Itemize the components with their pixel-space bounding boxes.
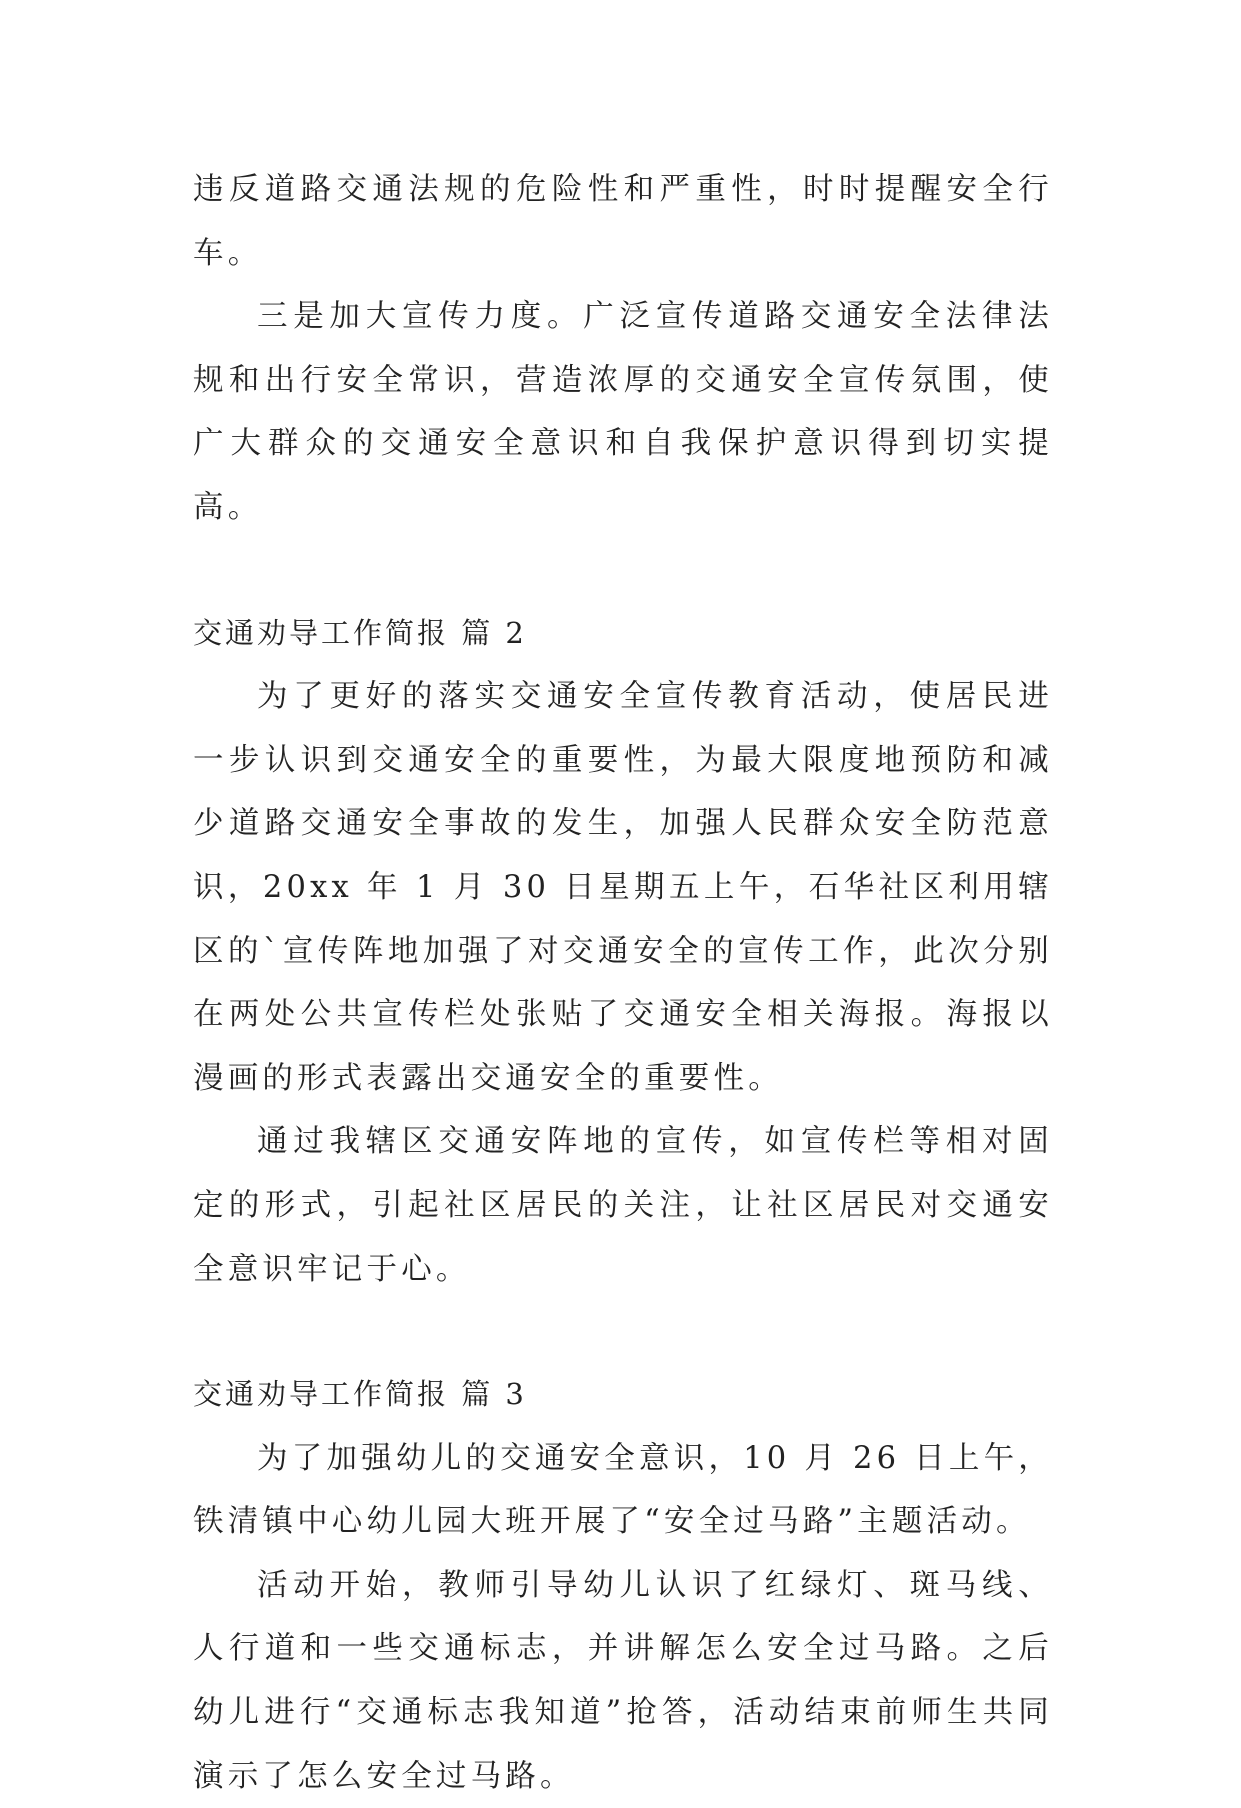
section-spacer <box>193 1301 1053 1363</box>
section-3-paragraph-2: 活动开始，教师引导幼儿认识了红绿灯、斑马线、人行道和一些交通标志，并讲解怎么安全过马路。之后幼儿进行“交通标志我知道”抢答，活动结束前师生共同演示了怎么安全过马路。 <box>193 1567 1053 1794</box>
section-2-paragraph-2: 通过我辖区交通安阵地的宣传，如宣传栏等相对固定的形式，引起社区居民的关注，让社区居民对交通安全意识牢记于心。 <box>193 1124 1053 1287</box>
section-3-paragraph-1: 为了加强幼儿的交通安全意识，10 月 26 日上午，铁清镇中心幼儿园大班开展了“安全过马路”主题活动。 <box>193 1440 1053 1540</box>
paragraph-continuation: 违反道路交通法规的危险性和严重性，时时提醒安全行车。 <box>193 172 1053 271</box>
document-body <box>193 158 1053 1808</box>
section-heading-2: 交通劝导工作简报 篇 2 <box>193 615 527 650</box>
section-heading-3: 交通劝导工作简报 篇 3 <box>193 1377 527 1412</box>
section-2-paragraph-1: 为了更好的落实交通安全宣传教育活动，使居民进一步认识到交通安全的重要性，为最大限度地预防和减少道路交通安全事故的发生，加强人民群众安全防范意识，20xx 年 1 月 30 日星期五上午，石华社区利用辖区的`宣传阵地加强了对交通安全的宣传工作，此次分别在两处公共宣传栏处张贴了交通安全相关海报。海报以漫画的形式表露出交通安全的重要性。 <box>193 679 1053 1096</box>
section-spacer <box>193 540 1053 602</box>
paragraph-publicity: 三是加大宣传力度。广泛宣传道路交通安全法律法规和出行安全常识，营造浓厚的交通安全宣传氛围，使广大群众的交通安全意识和自我保护意识得到切实提高。 <box>193 299 1053 525</box>
